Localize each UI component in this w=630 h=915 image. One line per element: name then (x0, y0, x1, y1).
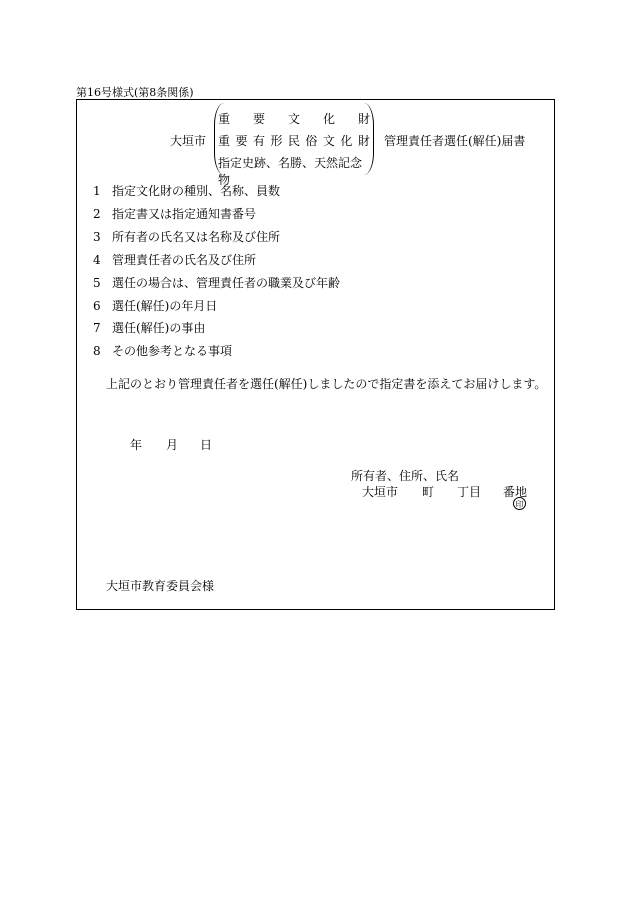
date-month: 月 (166, 438, 179, 452)
item-number: 6 (93, 298, 101, 313)
list-item (93, 297, 217, 314)
bracket-char: 要 (252, 112, 265, 126)
addressee: 大垣市教育委員会様 (106, 579, 215, 593)
item-number: 2 (93, 206, 101, 221)
list-item (93, 342, 232, 359)
item-text: 所有者の氏名又は名称及び住所 (112, 229, 281, 244)
bracket-char: 民 (287, 134, 300, 148)
bracket-line-2 (218, 132, 370, 149)
item-text: 選任(解任)の年月日 (112, 298, 218, 313)
bracket-char: 指定史跡、名勝、天然記念物 (218, 156, 363, 187)
owner-town: 町 (422, 485, 435, 499)
bracket-char: 化 (340, 134, 353, 148)
list-item (93, 251, 256, 268)
bracket-char: 文 (287, 112, 300, 126)
list-item (93, 205, 256, 222)
bracket-char: 要 (235, 134, 248, 148)
bracket-char: 化 (322, 112, 335, 126)
bracket-line-1 (218, 110, 370, 127)
list-item (93, 274, 340, 291)
list-item (93, 228, 280, 245)
bracket-char: 重 (218, 112, 231, 126)
item-text: 指定文化財の種別、名称、員数 (112, 184, 281, 198)
owner-label: 所有者、住所、氏名 (351, 469, 460, 483)
list-item (93, 319, 205, 336)
date-year: 年 (130, 438, 143, 452)
bracket-char: 重 (218, 134, 231, 148)
owner-chome: 丁目 (457, 485, 482, 499)
item-text: 指定書又は指定通知書番号 (112, 206, 257, 221)
statement: 上記のとおり管理責任者を選任(解任)しましたので指定書を添えてお届けします。 (106, 377, 547, 391)
seal-icon: 印 (513, 497, 526, 510)
item-number: 4 (93, 252, 101, 267)
bracket-char: 財 (357, 112, 370, 126)
bracket-char: 財 (357, 134, 370, 148)
item-number: 5 (93, 275, 101, 290)
item-number: 3 (93, 229, 101, 244)
list-item (93, 182, 280, 199)
owner-banchi: 番地 (503, 485, 528, 499)
item-text: 管理責任者の氏名及び住所 (112, 252, 257, 267)
item-number: 8 (93, 344, 101, 359)
owner-city: 大垣市 (362, 485, 399, 499)
item-number: 7 (93, 321, 101, 336)
item-number: 1 (93, 184, 101, 198)
form-number: 第16号様式(第8条関係) (76, 86, 194, 99)
bracket-char: 形 (270, 134, 283, 148)
item-text: 選任(解任)の事由 (112, 321, 206, 336)
item-text: その他参考となる事項 (112, 344, 233, 359)
heading-city: 大垣市 (170, 134, 207, 148)
bracket-char: 有 (252, 134, 265, 148)
bracket-char: 俗 (305, 134, 318, 148)
bracket-char: 文 (322, 134, 335, 148)
heading-suffix: 管理責任者選任(解任)届書 (384, 134, 526, 148)
item-text: 選任の場合は、管理責任者の職業及び年齢 (112, 275, 341, 290)
date-day: 日 (200, 438, 213, 452)
